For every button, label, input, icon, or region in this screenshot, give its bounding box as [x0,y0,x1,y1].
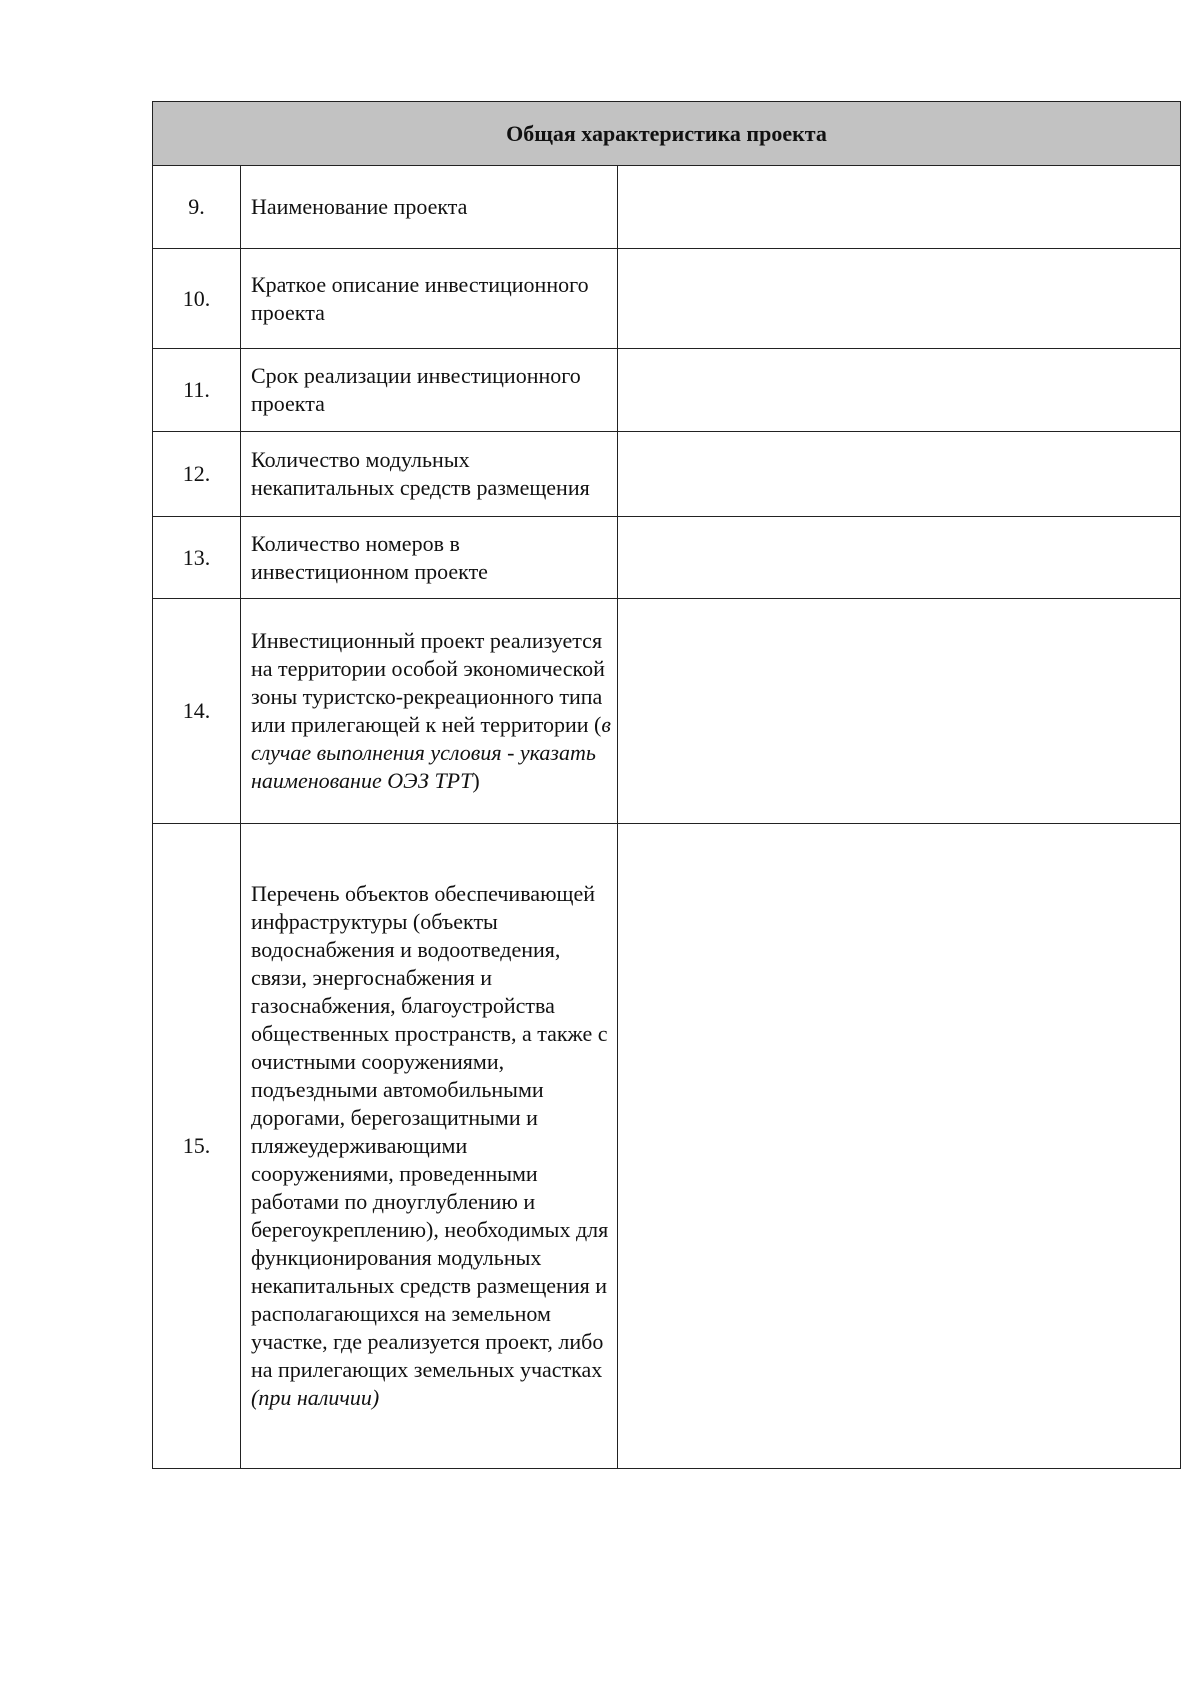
row-value-field[interactable] [618,432,1181,517]
row-value-field[interactable] [618,517,1181,599]
table-row [153,349,1181,432]
row-number: 10. [153,249,241,349]
row-number: 12. [153,432,241,517]
row-label-tail: ) [472,768,480,793]
row-label-note: в случае выполнения условия - указать наименование ОЭЗ ТРТ [251,712,611,793]
row-number: 13. [153,517,241,599]
row-number: 9. [153,166,241,249]
row-label: Количество номеров в инвестиционном проекте [241,517,618,599]
table-row [153,166,1181,249]
row-label [241,824,618,1469]
table-row [153,599,1181,824]
row-label-text: Инвестиционный проект реализуется на территории особой экономической зоны туристско-рекреационного типа или прилегающей к ней территории ( [251,628,605,737]
row-number: 11. [153,349,241,432]
row-value-field[interactable] [618,824,1181,1469]
row-value-field[interactable] [618,599,1181,824]
row-number: 14. [153,599,241,824]
row-value-field[interactable] [618,166,1181,249]
row-label [241,599,618,824]
project-characteristics-table [152,101,1181,1469]
row-number: 15. [153,824,241,1469]
row-label: Наименование проекта [241,166,618,249]
table-row [153,517,1181,599]
table-row [153,824,1181,1469]
row-label-note: (при наличии) [251,1385,380,1410]
table-row [153,432,1181,517]
row-label: Срок реализации инвестиционного проекта [241,349,618,432]
row-value-field[interactable] [618,349,1181,432]
table-row [153,249,1181,349]
row-label: Количество модульных некапитальных средств размещения [241,432,618,517]
section-header: Общая характеристика проекта [153,102,1181,166]
row-value-field[interactable] [618,249,1181,349]
row-label-text: Перечень объектов обеспечивающей инфраструктуры (объекты водоснабжения и водоотведения, связи, энергоснабжения и газоснабжения, благоустройства общественных пространств, а также с очистными сооружениями, подъездными автомобильными дорогами, берегозащитными и пляжеудерживающими сооружениями, проведенными работами по дноуглублению и берегоукреплению), необходимых для функционирования модульных некапитальных средств размещения и располагающихся на земельном участке, где реализуется проект, либо на прилегающих земельных участках [251,881,609,1382]
row-label: Краткое описание инвестиционного проекта [241,249,618,349]
